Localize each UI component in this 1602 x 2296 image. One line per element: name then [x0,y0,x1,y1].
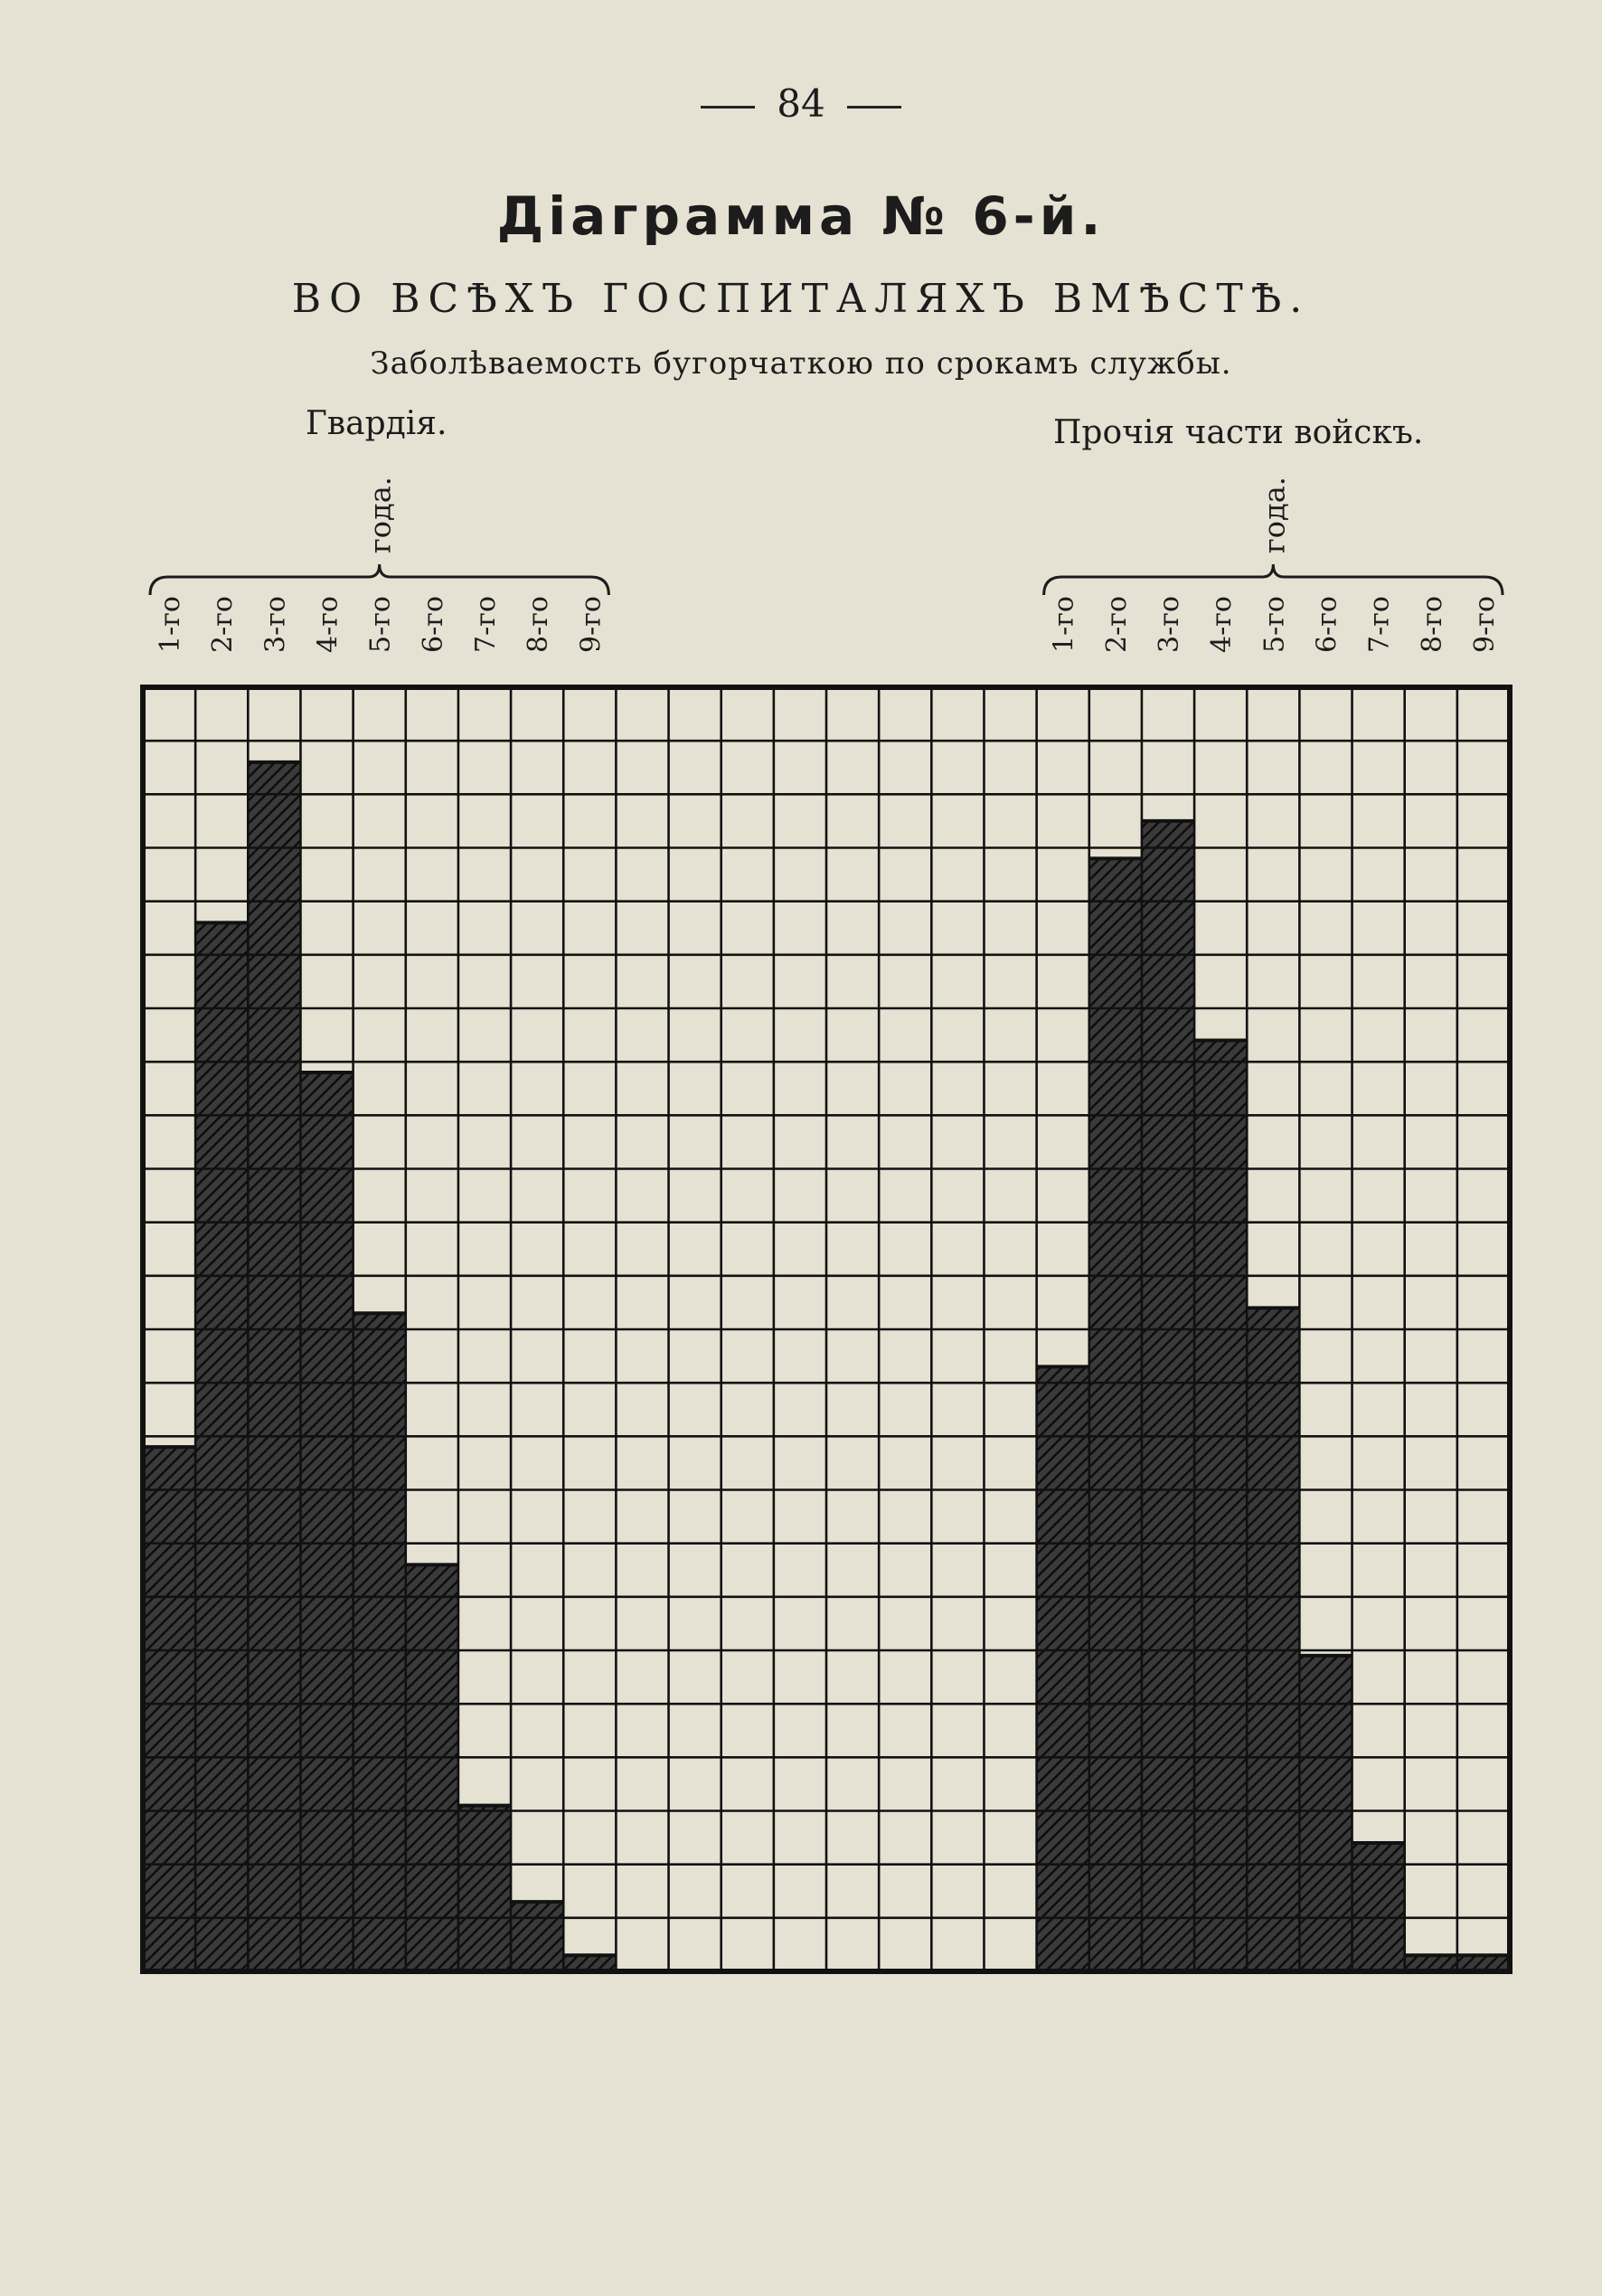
tick-label-guards-4: 4-го [312,595,344,653]
bar-guards-3 [248,762,300,1971]
tick-label-other-1: 1-го [1048,595,1080,653]
tick-label-guards-6: 6-го [417,595,449,653]
tick-label-other-5: 5-го [1258,595,1291,653]
tick-label-guards-1: 1-го [155,595,187,653]
bar-guards-1 [143,1447,195,1971]
tick-label-other-7: 7-го [1363,595,1396,653]
diagram-title: Діаграмма № 6-й. [496,185,1106,247]
years-label-guards: года. [363,477,398,553]
bar-guards-6 [406,1564,458,1971]
bar-other-3 [1142,821,1194,1971]
page-number-text: 84 [777,81,825,126]
tick-label-guards-2: 2-го [207,595,240,653]
tick-label-other-6: 6-го [1311,595,1343,653]
diagram-caption: Заболѣваемость бугорчаткою по срокамъ службы. [370,345,1232,382]
years-label-other: года. [1257,477,1292,553]
tick-label-other-2: 2-го [1100,595,1133,653]
bar-other-1 [1037,1366,1089,1971]
tick-label-other-4: 4-го [1206,595,1239,653]
bar-other-2 [1089,858,1142,1971]
year-brace-guards [150,564,608,595]
diagram-subtitle: ВО ВСѢХЪ ГОСПИТАЛЯХЪ ВМѢСТѢ. [291,276,1311,322]
year-braces [150,477,1503,595]
bar-guards-5 [353,1313,406,1971]
bar-guards-7 [458,1806,511,1971]
bar-guards-4 [300,1072,353,1971]
bar-other-5 [1247,1308,1299,1971]
year-brace-other [1044,564,1503,595]
tick-label-other-8: 8-го [1416,595,1448,653]
tick-label-guards-9: 9-го [575,595,608,653]
bar-other-4 [1194,1041,1247,1972]
tick-label-guards-3: 3-го [259,595,292,653]
group-label-guards: Гвардія. [306,405,448,442]
tick-label-guards-5: 5-го [364,595,397,653]
group-label-other-troops: Прочія части войскъ. [1053,414,1424,451]
tick-label-other-3: 3-го [1154,595,1185,653]
category-labels [155,596,1501,653]
tick-label-guards-7: 7-го [470,595,502,653]
tick-label-other-9: 9-го [1468,595,1501,653]
tick-label-guards-8: 8-го [523,595,555,653]
bar-guards-8 [511,1902,563,1971]
bar-other-7 [1352,1843,1405,1971]
bar-guards-2 [195,922,248,1971]
